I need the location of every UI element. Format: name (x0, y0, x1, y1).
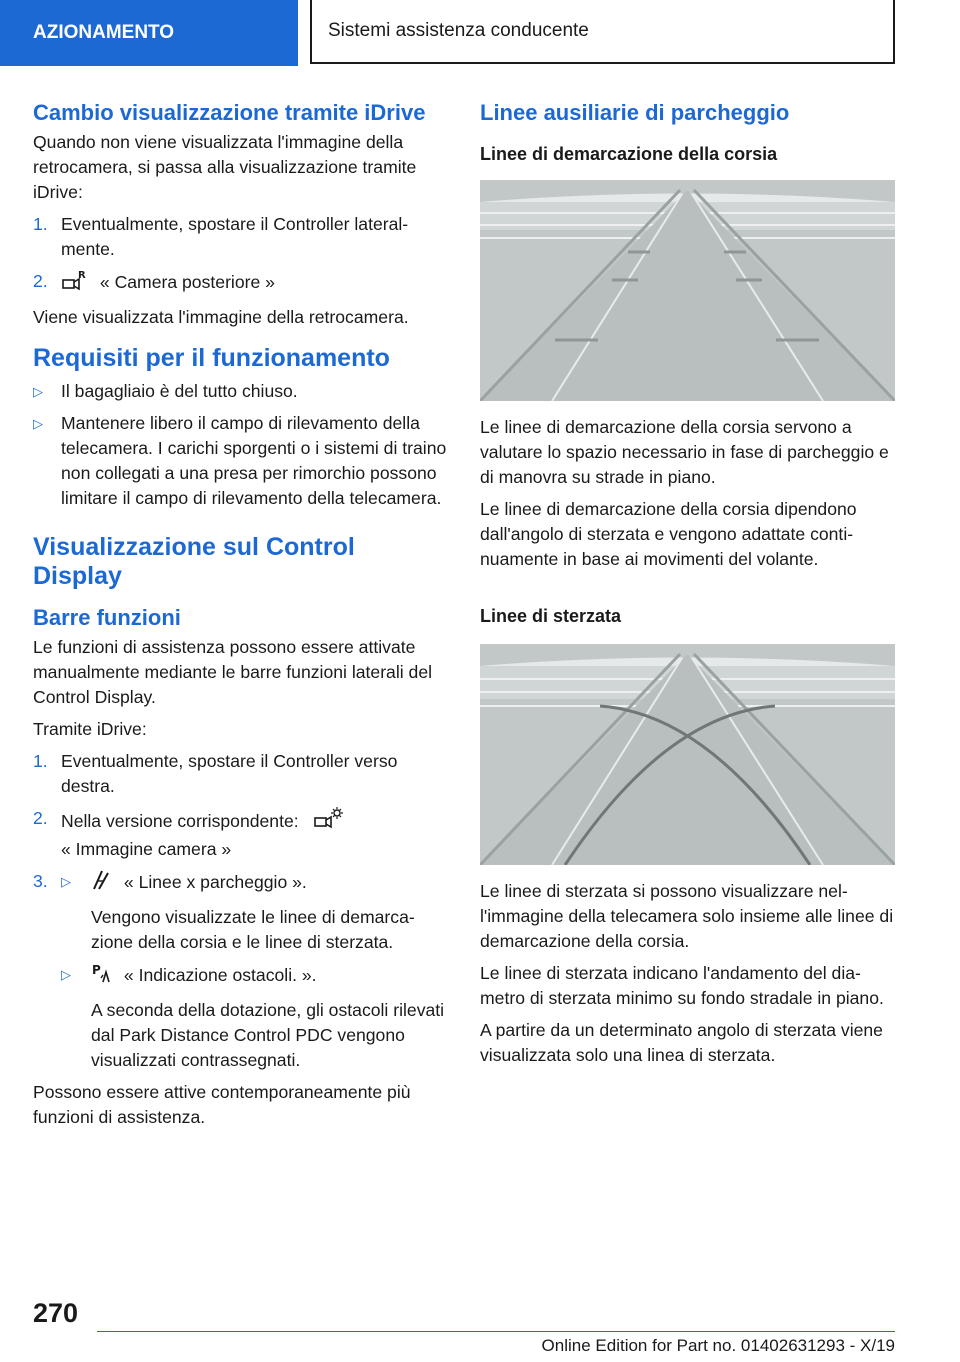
bullet-triangle-icon: ▷ (61, 874, 71, 889)
paragraph: Tramite iDrive: (33, 719, 147, 739)
paragraph: Le linee di sterzata si possono visualizzare nell'immagine della telecamera solo insieme alle linee di demarcazione della corsia. (480, 881, 894, 951)
sub-list-item: ▷ P « Indicazione ostacoli. ». A seconda della dotazione, gli ostacoli rilevati dal Park Distance Control PDC vengono visualizzati contrassegnati. (61, 963, 445, 1070)
heading-function-bars: Barre funzioni (33, 605, 181, 630)
paragraph: Le linee di demarcazione della corsia dipendono dall'angolo di sterzata e vengono adattate continuamente in base ai movimenti del volante. (480, 499, 857, 569)
list-item: 1. Eventualmente, spostare il Controller verso destra. (33, 751, 398, 796)
svg-text:R: R (78, 270, 86, 281)
paragraph: A partire da un determinato angolo di sterzata viene visualizzata solo una linea di sterzata. (480, 1020, 883, 1065)
list-item: 3. ▷ « Linee x parcheggio ». Vengono visualizzate le linee di demarcazione della corsia e le linee di sterzata. ▷ P « Indicazione ostacoli. ». A seconda della dotazione, gli ostacoli rilevati dal Park Distance Control PDC vengono visualizzati contrassegnati. (33, 869, 448, 1073)
paragraph: Viene visualizzata l'immagine della retrocamera. (33, 307, 409, 327)
section-tab: AZIONAMENTO (0, 0, 298, 66)
heading-control-display: Visualizzazione sul Control Display (33, 533, 355, 590)
lane-lines-illustration (480, 180, 895, 401)
rear-camera-icon (61, 269, 87, 298)
sub-list-item: ▷ « Linee x parcheggio ». Vengono visualizzate le linee di demarcazione della corsia e le linee di sterzata. (61, 869, 448, 955)
heading-requirements: Requisiti per il funzionamento (33, 344, 390, 372)
list-item: 2. Nella versione corrispondente: « Immagine camera » (33, 806, 448, 862)
list-item: 2. R « Camera posteriore » (33, 269, 448, 298)
left-column (33, 100, 448, 1137)
page-number: 270 (33, 1298, 79, 1328)
right-column (480, 100, 895, 1075)
heading-parking-aid-lines: Linee ausiliarie di parcheggio (480, 100, 790, 125)
footer-divider (97, 1331, 895, 1332)
list-item: ▷ Mantenere libero il campo di rilevamento della telecamera. I carichi sporgenti o i sistemi di traino non collegati a una presa per rimorchio possono limitare il campo di rilevamento della telecamera. (33, 413, 447, 508)
paragraph: Le funzioni di assistenza possono essere attivate manualmente mediante le barre funzioni laterali del Control Display. (33, 637, 433, 707)
obstacle-marking-icon (91, 962, 111, 991)
paragraph: Le linee di demarcazione della corsia servono a valutare lo spazio necessario in fase di parcheggio e di manovra su strade in piano. (480, 417, 889, 487)
heading-lane-lines: Linee di demarcazione della corsia (480, 144, 778, 164)
steering-lines-illustration (480, 644, 895, 865)
camera-settings-icon (312, 806, 344, 837)
bullet-triangle-icon: ▷ (61, 967, 71, 982)
bullet-triangle-icon: ▷ (33, 384, 43, 399)
heading-steering-lines: Linee di sterzata (480, 606, 622, 626)
edition-info: Online Edition for Part no. 01402631293 - X/19 (541, 1336, 895, 1355)
heading-idrive-switch: Cambio visualizzazione tramite iDrive (33, 100, 426, 125)
bullet-triangle-icon: ▷ (33, 416, 43, 431)
page-header (0, 0, 960, 66)
paragraph: Le linee di sterzata indicano l'andamento del diametro di sterzata minimo su fondo stradale in piano. (480, 963, 884, 1008)
chapter-title: Sistemi assistenza conducente (310, 0, 895, 64)
list-item: ▷ Il bagagliaio è del tutto chiuso. (33, 379, 448, 404)
paragraph: Possono essere attive contemporaneamente più funzioni di assistenza. (33, 1082, 411, 1127)
svg-text:P: P (92, 963, 101, 977)
parking-lines-icon (91, 869, 111, 898)
paragraph: Quando non viene visualizzata l'immagine della retrocamera, si passa alla visualizzazione tramite iDrive: (33, 132, 417, 202)
list-item: 1. Eventualmente, spostare il Controller lateralmente. (33, 214, 409, 259)
